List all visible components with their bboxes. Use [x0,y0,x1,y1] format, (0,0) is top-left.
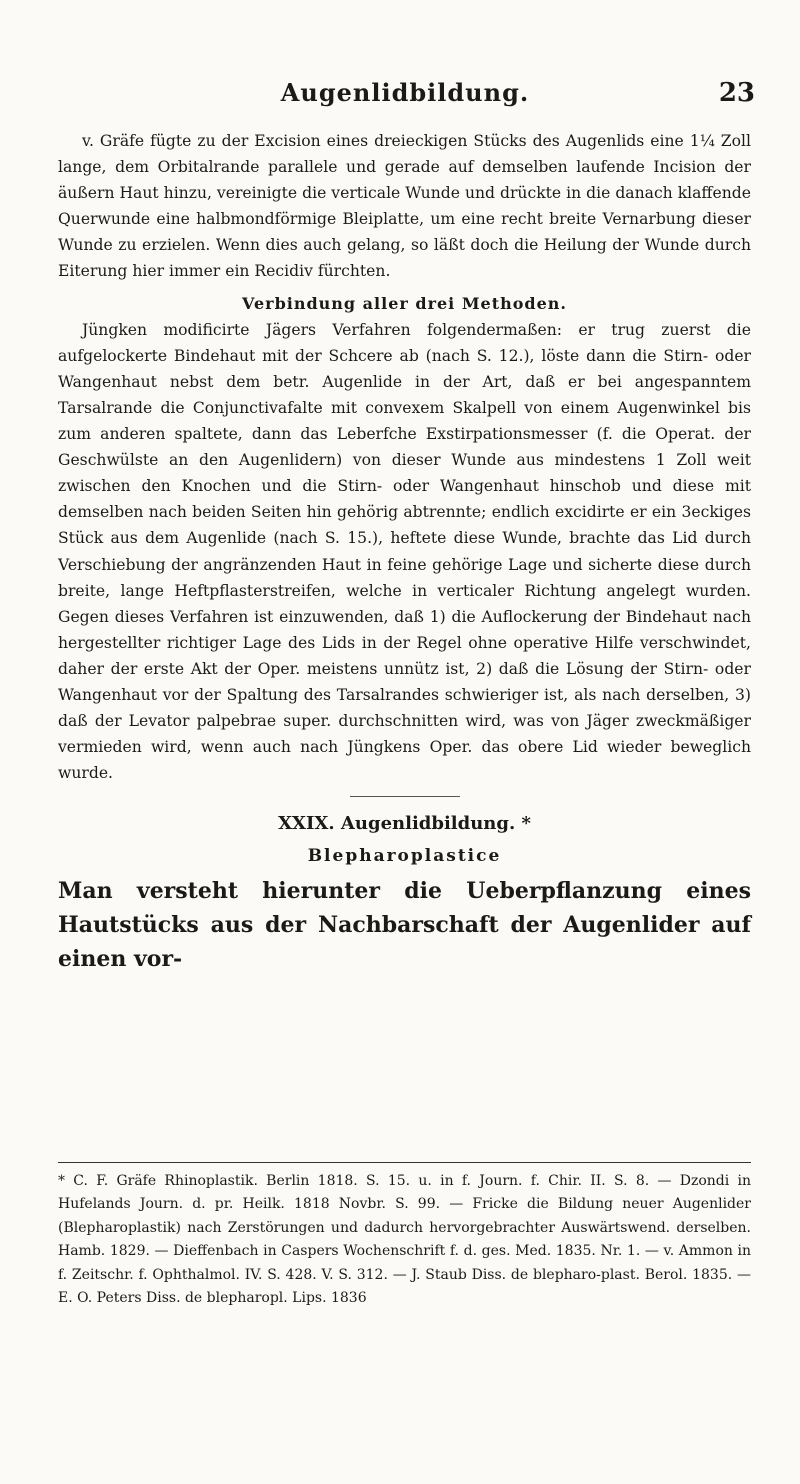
page-number: 23 [718,78,755,108]
paragraph-graefe: v. Gräfe fügte zu der Excision eines dreieckigen Stücks des Augenlids eine 1¼ Zoll lange, dem Orbitalrande parallele und gerade auf demselben laufende Incision der äußern Haut hinzu, vereinigte die verticale Wunde und drückte in die danach klaffende Querwunde eine halbmondförmige Bleiplatte, um eine recht breite Vernarbung dieser Wunde zu erzielen. Wenn dies auch gelang, so läßt doch die Heilung der Wunde durch Eiterung hier immer ein Recidiv fürchten. [58,132,751,281]
footnote-divider [58,1162,751,1163]
paragraph-juengken: Jüngken modificirte Jägers Verfahren folgendermaßen: er trug zuerst die aufgelockerte Bindehaut mit der Schcere ab (nach S. 12.), löste dann die Stirn- oder Wangenhaut nebst dem betr. Augenlide in der Art, daß er bei angespanntem Tarsalrande die Conjunctivafalte mit convexem Skalpell von einem Augenwinkel bis zum anderen spaltete, dann das Leberfche Exstirpationsmesser (f. die Operat. der Geschwülste an den Augenlidern) von dieser Wunde aus mindestens 1 Zoll weit zwischen den Knochen und die Stirn- oder Wangenhaut hinschob und diese mit demselben nach beiden Seiten hin gehörig abtrennte; endlich excidirte er ein 3eckiges Stück aus dem Augenlide (nach S. 15.), heftete diese Wunde, brachte das Lid durch Verschiebung der angränzenden Haut in feine gehörige Lage und sicherte diese durch breite, lange Heftpflasterstreifen, welche in verticaler Richtung angelegt wurden. Gegen dieses Verfahren ist einzuwenden, daß 1) die Auflockerung der Bindehaut nach hergestellter richtiger Lage des Lids in der Regel ohne operative Hilfe verschwindet, daher der erste Akt der Oper. meistens unnütz ist, 2) daß die Lösung der Stirn- oder Wangenhaut vor der Spaltung des Tarsalrandes schwieriger ist, als nach derselben, 3) daß der Levator palpebrae super. durchschnitten wird, was von Jäger zweckmäßiger vermieden wird, wenn auch nach Jüngkens Oper. das obere Lid wieder beweglich wurde. [58,320,751,783]
lead-paragraph: Man versteht hierunter die Ueberpflanzung eines Hautstücks aus der Nachbarschaft der Augenlider auf einen vor- [58,877,751,972]
page-header [55,78,755,118]
footnote: * C. F. Gräfe Rhinoplastik. Berlin 1818. S. 15. u. in f. Journ. f. Chir. II. S. 8. — Dzondi in Hufelands Journ. d. pr. Heilk. 1818 Novbr. S. 99. — Fricke die Bildung neuer Augenlider (Blepharoplastik) nach Zerstörungen und dadurch hervorgebrachter Auswärtswend. derselben. Hamb. 1829. — Dieffenbach in Caspers Wochenschrift f. d. ges. Med. 1835. Nr. 1. — v. Ammon in f. Zeitschr. f. Ophthalmol. IV. S. 428. V. S. 312. — J. Staub Diss. de blepharo-plast. Berol. 1835. — E. O. Peters Diss. de blepharopl. Lips. 1836 [58,1173,751,1307]
footnotes [58,1170,751,1310]
main-text [58,128,751,976]
section-divider [350,796,460,797]
section-heading: Verbindung aller drei Methoden. [242,293,567,313]
chapter-title: XXIX. Augenlidbildung. * [278,813,531,835]
running-head: Augenlidbildung. [280,78,530,107]
chapter-subtitle: Blepharoplastice [307,846,502,867]
